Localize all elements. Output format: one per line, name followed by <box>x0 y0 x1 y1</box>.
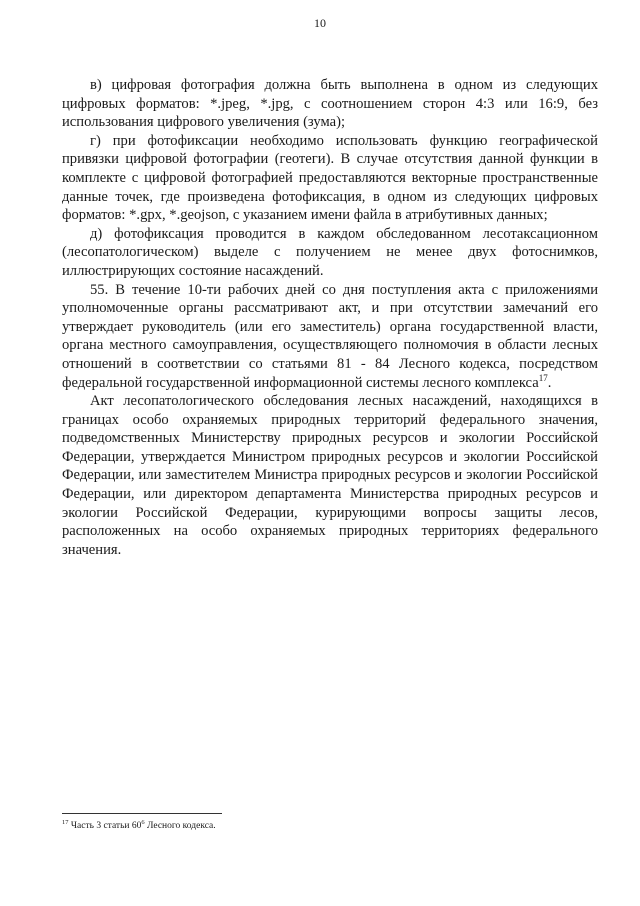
paragraph-d: д) фотофиксация проводится в каждом обследованном лесотаксационном (лесопатологическом) выделе с получением не менее двух фотоснимков, иллюстрирующих состояние насаждений. <box>62 225 598 279</box>
paragraph-g: г) при фотофиксации необходимо использовать функцию географической привязки цифровой фотографии (геотеги). В случае отсутствия данной функции в комплекте с цифровой фотографией предоставляются векторные пространственные данные точек, где произведена фотофиксация, в одном из следующих цифровых форматов: *.gpx, *.geojson, с указанием имени файла в атрибутивных данных; <box>62 132 598 224</box>
paragraph-55-text: 55. В течение 10-ти рабочих дней со дня поступления акта с приложениями уполномоченные органы рассматривают акт, и при отсутствии замечаний его утверждает руководитель (или его заместитель) органа государственной власти, органа местного самоуправления, осуществляющего полномочия в области лесных отношений в соответствии со статьями 81 - 84 Лесного кодекса, посредством федеральной государственной информационной системы лесного комплекса <box>62 281 598 391</box>
footnote-divider <box>62 813 222 814</box>
paragraph-55-end: . <box>547 374 552 391</box>
footnote-marker: 17 <box>62 818 69 826</box>
paragraph-55 <box>62 281 598 393</box>
document-body <box>62 76 598 559</box>
footnote-superscript: 6 <box>141 818 145 826</box>
page-number: 10 <box>314 16 326 30</box>
paragraph-v: в) цифровая фотография должна быть выполнена в одном из следующих цифровых форматов: *.jpeg, *.jpg, с соотношением сторон 4:3 или 16:9, без использования цифрового увеличения (зума); <box>62 77 598 131</box>
footnote-text-after: Лесного кодекса. <box>144 821 216 831</box>
footnote-text-before: Часть 3 статьи 60 <box>70 821 142 831</box>
paragraph-akt: Акт лесопатологического обследования лесных насаждений, находящихся в границах особо охраняемых природных территорий федерального значения, подведомственных Министерству природных ресурсов и экологии Российской Федерации, утверждается Министром природных ресурсов и экологии Российской Федерации, или заместителем Министра природных ресурсов и экологии Российской Федерации, или директором департамента Министерства природных ресурсов и экологии Российской Федерации, курирующими вопросы защиты лесов, расположенных на особо охраняемых природных территориях федерального значения. <box>62 393 598 558</box>
footnote-reference: 17 <box>538 372 548 383</box>
footnote <box>62 820 216 832</box>
